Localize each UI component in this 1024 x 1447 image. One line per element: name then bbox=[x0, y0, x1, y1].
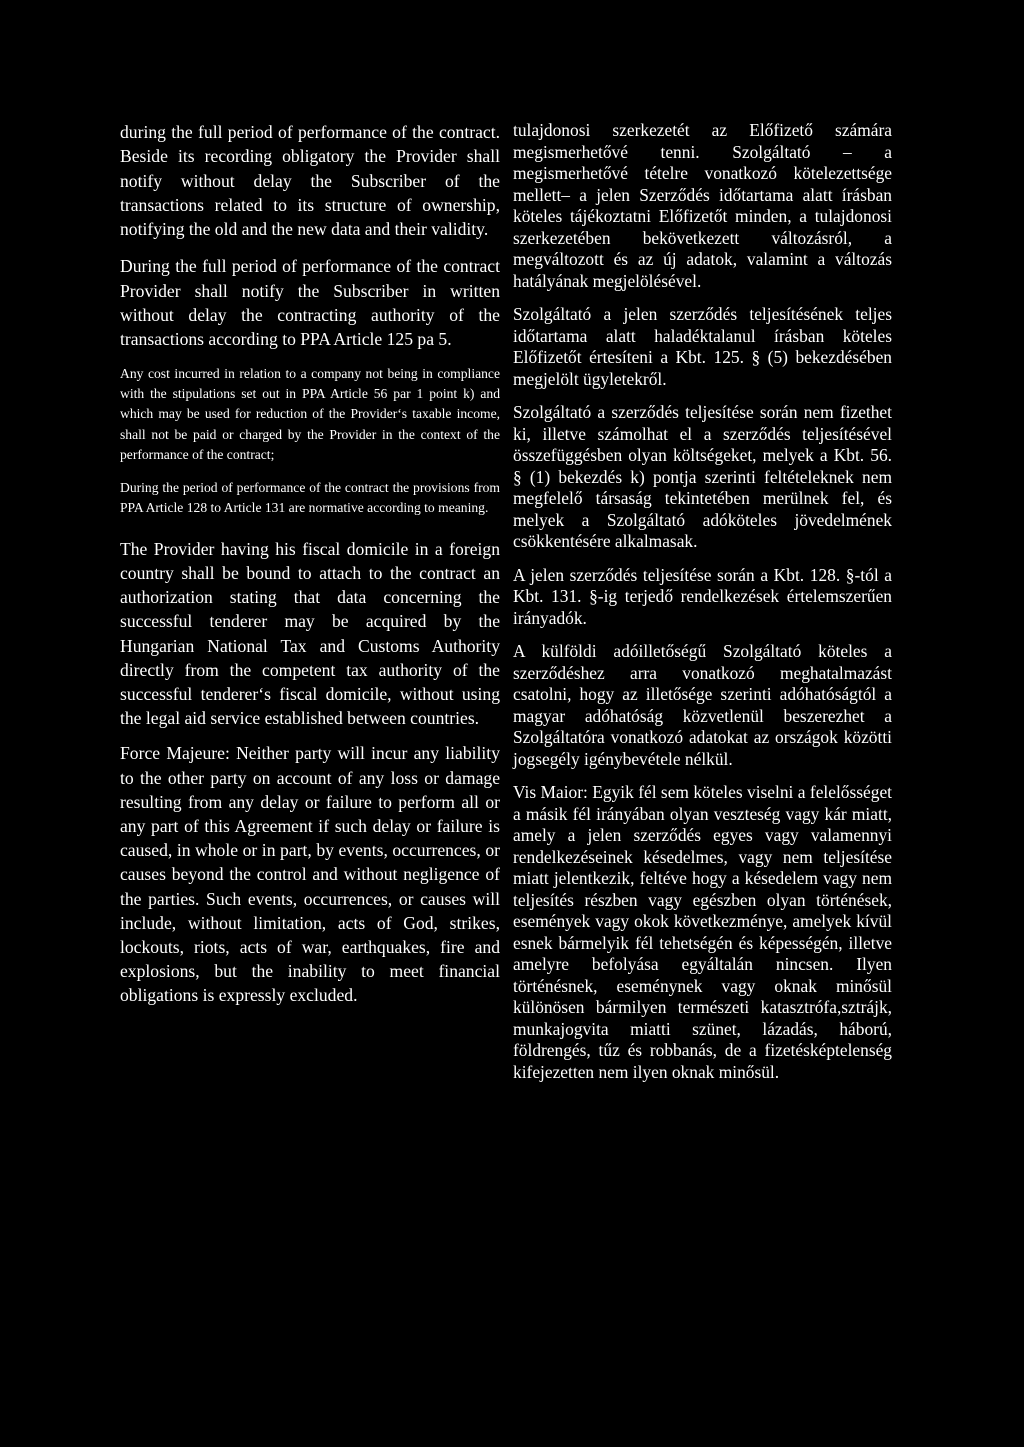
transactions-notification-paragraph-en: During the full period of performance of the contract Provider shall notify the Subscriber in written without delay the contracting authority of the transactions according to PPA Article 125 pa 5. bbox=[120, 256, 500, 350]
cost-reduction-paragraph-hu: Szolgáltató a szerződés teljesítése során nem fizethet ki, illetve számolhat el a szerződés teljesítésével összefüggésben olyan költségeket, melyek a Kbt. 56. § (1) bekezdés k) pontja szerinti feltételeknek nem megfelelő társaság tekintetében merülnek fel, és melyek a Szolgáltató adóköteles jövedelmének csökkentésére alkalmasak. bbox=[513, 402, 892, 551]
force-majeure-paragraph-hu: Vis Maior: Egyik fél sem köteles viselni a felelősséget a másik fél irányában olyan veszteség vagy kár miatt, amely a jelen szerződés egyes vagy valamennyi rendelkezéseinek késedelmes, vagy nem teljesítése miatt jelentkezik, feltéve hogy a késedelem vagy nem teljesítés részben vagy egészben olyan történések, események vagy okok következménye, amelyek kívül esnek bármelyik fél tehetségén és képességén, illetve amelyre befolyása egyáltalán nincsen. Ilyen történésnek, eseménynek vagy oknak minősül különösen bármilyen természeti katasztrófa,sztrájk, munkajogvita miatti szünet, lázadás, háború, földrengés, tűz és robbanás, de a fizetésképtelenség kifejezetten nem ilyen oknak minősül. bbox=[513, 782, 892, 1082]
normative-provisions-paragraph-hu: A jelen szerződés teljesítése során a Kbt. 128. §-tól a Kbt. 131. §-ig terjedő rendelkezések értelemszerűen irányadók. bbox=[513, 564, 892, 628]
fiscal-domicile-paragraph-en: The Provider having his fiscal domicile in a foreign country shall be bound to attach to the contract an authorization stating that data concerning the successful tenderer may be acquired by the Hungarian National Tax and Customs Authority directly from the competent tax authority of the successful tenderer‘s fiscal domicile, without using the legal aid service established between countries. bbox=[120, 538, 500, 729]
force-majeure-paragraph-en: Force Majeure: Neither party will incur any liability to the other party on account of any loss or damage resulting from any delay or failure to perform all or any part of this Agreement if such delay or failure is caused, in whole or in part, by events, occurrences, or causes beyond the control and without negligence of the parties. Such events, occurrences, or causes will include, without limitation, acts of God, strikes, lockouts, riots, acts of war, earthquakes, fire and explosions, but the inability to meet financial obligations is expressly excluded. bbox=[120, 743, 500, 1006]
hungarian-column bbox=[513, 120, 892, 1083]
english-column bbox=[120, 120, 500, 1008]
fiscal-domicile-paragraph-hu: A külföldi adóilletőségű Szolgáltató köteles a szerződéshez arra vonatkozó meghatalmazást csatolni, hogy az illetősége szerinti adóhatóságtól a magyar adóhatóság közvetlenül beszerezhet a Szolgáltatóra vonatkozó adatokat az országok közötti jogsegély igénybevétele nélkül. bbox=[513, 641, 892, 769]
transactions-notification-paragraph-hu: Szolgáltató a jelen szerződés teljesítésének teljes időtartama alatt haladéktalanul írásban köteles Előfizetőt értesíteni a Kbt. 125. § (5) bekezdésében megjelölt ügyletekről. bbox=[513, 304, 892, 389]
normative-provisions-paragraph-en: During the period of performance of the contract the provisions from PPA Article 128 to Article 131 are normative according to meaning. bbox=[120, 480, 500, 516]
cost-reduction-paragraph-en: Any cost incurred in relation to a company not being in compliance with the stipulations set out in PPA Article 56 par 1 point k) and which may be used for reduction of the Provider‘s taxable income, shall not be paid or charged by the Provider in the context of the performance of the contract; bbox=[120, 365, 500, 462]
ownership-notification-paragraph-en: during the full period of performance of the contract. Beside its recording obligatory the Provider shall notify without delay the Subscriber of the transactions related to its structure of ownership, notifying the old and the new data and their validity. bbox=[120, 122, 500, 240]
ownership-notification-paragraph-hu: tulajdonosi szerkezetét az Előfizető számára megismerhetővé tenni. Szolgáltató – a megismerhetővé tételre vonatkozó kötelezettsége mellett– a jelen Szerződés időtartama alatt írásban köteles tájékoztatni Előfizetőt minden, a tulajdonosi szerkezetében bekövetkezett változásról, a megváltozott és az új adatok, valamint a változás hatályának megjelölésével. bbox=[513, 120, 892, 291]
